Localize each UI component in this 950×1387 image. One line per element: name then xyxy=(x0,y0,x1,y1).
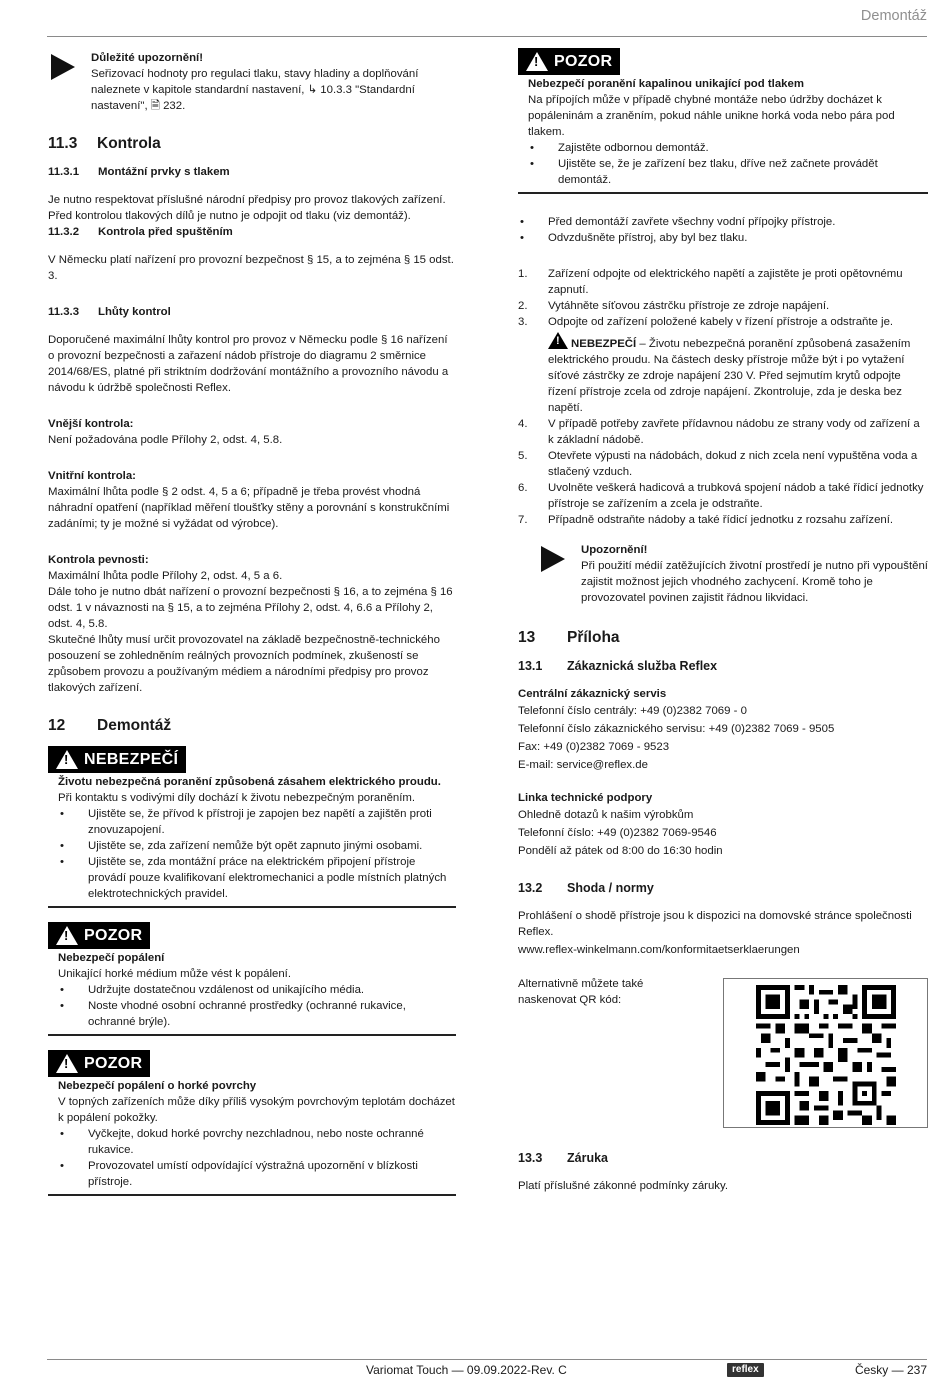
outer-check-title: Vnější kontrola: xyxy=(48,418,134,430)
section-11-3-1-text: Je nutno respektovat příslušné národní předpisy pro provoz tlakových zařízení. Před kontrolou tlakových dílů je nutno je odpojit od tlaku (viz demontáž). xyxy=(48,194,446,222)
caution-signal-label: ! POZOR xyxy=(48,1050,150,1077)
list-item: • Ujistěte se, že přívod k přístroji je zapojen bez napětí a zajištěn proti znovuzapojení. xyxy=(60,808,432,836)
reflex-logo: reflex xyxy=(727,1363,764,1377)
inline-danger-warning: !NEBEZPEČÍ – Životu nebezpečná poranění způsobená zasažením elektrického proudu. Na částech desky přístroje může být i po vytažení síťové zástrčky ze zdroje napájení 230 V. Před sejmutím krytů odpojte řízení přístroje zcela od zdroje napájení. Zkontroluje, zda je deska bez napětí. xyxy=(518,332,928,416)
step-item: 7. Případně odstraňte nádoby a také řídicí jednotku z rozsahu zařízení. xyxy=(518,514,894,526)
step-item: 2. Vytáhněte síťovou zástrčku přístroje ze zdroje napájení. xyxy=(518,300,830,312)
qr-code-frame xyxy=(723,978,928,1128)
service-email: E-mail: service@reflex.de xyxy=(518,759,648,771)
support-lines: Ohledně dotazů k našim výrobkům Telefonní číslo: +49 (0)2382 7069-9546 Pondělí až pátek od 8:00 do 16:30 hodin xyxy=(518,809,723,857)
section-13-heading: 13 Příloha xyxy=(518,629,620,646)
caution-pressure-box xyxy=(518,48,928,194)
strength-check-text-2: Dále toho je nutno dbát nařízení o provozní bezpečnosti § 16, a to zejména § 16 odst. 1 v návaznosti na § 15, a to zejména Přílohy 2, odst. 4, 6.6 a Přílohy 2, odst. 4, 5.8. xyxy=(48,586,453,630)
step-item: 5. Otevřete výpusti na nádobách, dokud z nich zcela není vypuštěna voda a stlačený vzduch. xyxy=(518,450,918,478)
central-service-lines: Telefonní číslo centrály: +49 (0)2382 7069 - 0 Telefonní číslo zákaznického servisu: +49 (0)2382 7069 - 9505 Fax: +49 (0)2382 7069 - 9523 E-mail: service@reflex.de xyxy=(518,702,928,774)
caution-burn-title: Nebezpečí popálení xyxy=(58,952,165,964)
strength-check-title: Kontrola pevnosti: xyxy=(48,554,149,566)
list-item: • Noste vhodné osobní ochranné prostředky (ochranné rukavice, ochranné brýle). xyxy=(60,1000,406,1028)
warning-triangle-icon xyxy=(56,926,78,945)
warning-triangle-icon xyxy=(56,750,78,769)
demount-steps xyxy=(518,266,928,330)
caution-hot-surface-box xyxy=(48,1050,456,1196)
section-11-3-heading: 11.3 Kontrola xyxy=(48,135,161,152)
running-header-title: Demontáž xyxy=(860,8,927,24)
warning-triangle-icon xyxy=(526,52,548,71)
conformity-url[interactable]: www.reflex-winkelmann.com/konformitaetserklaerungen xyxy=(518,944,800,956)
environment-note xyxy=(518,542,928,606)
caution-burn-box xyxy=(48,922,456,1036)
section-13-2-heading: 13.2 Shoda / normy xyxy=(518,881,654,895)
footer-page-number: Česky — 237 xyxy=(854,1363,927,1377)
section-12-heading: 12 Demontáž xyxy=(48,717,172,734)
list-item: • Ujistěte se, zda zařízení nemůže být opět zapnuto jinými osobami. xyxy=(60,840,423,852)
caution-signal-label: ! POZOR xyxy=(48,922,150,949)
support-title: Linka technické podpory xyxy=(518,792,653,804)
list-item: • Udržujte dostatečnou vzdálenost od unikajícího média. xyxy=(60,984,365,996)
conformity-text: Prohlášení o shodě přístroje jsou k dispozici na domovské stránce společnosti Reflex. xyxy=(518,910,912,938)
list-item: • Ujistěte se, že je zařízení bez tlaku, dříve než začnete provádět demontáž. xyxy=(530,158,878,186)
demount-steps-continued xyxy=(518,416,928,528)
warranty-text: Platí příslušné zákonné podmínky záruky. xyxy=(518,1180,728,1192)
note-text: Při použití médií zatěžujících životní prostředí je nutno při vypouštění zajistit možnost jejich vhodného zachycení. Kromě toho je provozovatel povinen zajistit řádnou likvidaci. xyxy=(581,560,928,604)
list-item: • Provozovatel umístí odpovídající výstražná upozornění v blízkosti přístroje. xyxy=(60,1160,418,1188)
section-11-3-2-heading: 11.3.2 Kontrola před spuštěním xyxy=(48,226,233,238)
warning-triangle-icon xyxy=(56,1054,78,1073)
important-note xyxy=(48,50,456,114)
danger-title: Životu nebezpečná poranění způsobená zásahem elektrického proudu. xyxy=(58,776,441,788)
footer-document-id: Variomat Touch — 09.09.2022-Rev. C xyxy=(366,1363,567,1377)
section-11-3-2-text: V Německu platí nařízení pro provozní bezpečnost § 15, a to zejména § 15 odst. 3. xyxy=(48,254,454,282)
caution-burn-text: Unikající horké médium může vést k popálení. xyxy=(58,968,291,980)
step-item: 3. Odpojte od zařízení položené kabely v řízení přístroje a odstraňte je. xyxy=(518,316,894,328)
inner-check-text: Maximální lhůta podle § 2 odst. 4, 5 a 6; případně je třeba provést vhodná náhradní opatření (například měření tloušťky stěny a porovnání s konstrukčními zadáními; ty je možné si vyžádat od výrobce). xyxy=(48,486,450,530)
caution-signal-label: ! POZOR xyxy=(518,48,620,75)
strength-check-text-3: Skutečné lhůty musí určit provozovatel na základě bezpečnostně-technického posouzení se zohledněním reálných provozních podmínek, zkušeností se způsobem provozu a používaným médiem a národními předpisy pro provoz tlakových zařízení. xyxy=(48,634,440,694)
section-13-3-heading: 13.3 Záruka xyxy=(518,1151,608,1165)
qr-code-icon xyxy=(756,985,896,1125)
section-11-3-1-heading: 11.3.1 Montážní prvky s tlakem xyxy=(48,166,230,178)
list-item: • Vyčkejte, dokud horké povrchy nezchladnou, nebo noste ochranné rukavice. xyxy=(60,1128,424,1156)
right-column xyxy=(518,48,928,1008)
footer-rule xyxy=(47,1359,927,1360)
section-11-3-3-heading: 11.3.3 Lhůty kontrol xyxy=(48,306,171,318)
step-item: 4. V případě potřeby zavřete přídavnou nádobu ze strany vody od zařízení a k základní nádobě. xyxy=(518,418,920,446)
pre-demount-list xyxy=(518,214,928,246)
danger-signal-label: ! NEBEZPEČÍ xyxy=(48,746,186,773)
danger-text: Při kontaktu s vodivými díly dochází k životu nebezpečným poraněním. xyxy=(58,792,416,804)
note-text: Seřizovací hodnoty pro regulaci tlaku, stavy hladiny a doplňování naleznete v kapitole standardní nastavení, ↳ 10.3.3 "Standardní nastavení", 🗎 232. xyxy=(91,68,419,112)
note-title: Důležité upozornění! xyxy=(91,52,204,64)
section-13-1-heading: 13.1 Zákaznická služba Reflex xyxy=(518,659,718,673)
danger-list xyxy=(58,806,456,902)
note-arrow-icon xyxy=(51,54,75,80)
inner-check-title: Vnitřní kontrola: xyxy=(48,470,136,482)
step-item: 1. Zařízení odpojte od elektrického napětí a zajistěte je proti opětovnému zapnutí. xyxy=(518,268,903,296)
warning-triangle-icon xyxy=(548,332,568,349)
right-column-bottom xyxy=(518,1150,928,1194)
caution-hot-text: V topných zařízeních může díky příliš vysokým povrchovým teplotám docházet k popálení pokožky. xyxy=(58,1096,455,1124)
note-title: Upozornění! xyxy=(581,544,648,556)
caution-pressure-text: Na přípojích může v případě chybné montáže nebo údržby docházet k popáleninám a zraněním, pokud náhle unikne horká voda nebo pára pod tlakem. xyxy=(528,94,895,138)
header-rule xyxy=(47,36,927,37)
step-item: 6. Uvolněte veškerá hadicová a trubková spojení nádob a také řídicí jednotky přístroje se zařízením a zcela je odstraňte. xyxy=(518,482,924,510)
danger-electric-box xyxy=(48,746,456,908)
caution-pressure-title: Nebezpečí poranění kapalinou unikající pod tlakem xyxy=(528,78,804,90)
note-arrow-icon xyxy=(541,546,565,572)
caution-hot-title: Nebezpečí popálení o horké povrchy xyxy=(58,1080,257,1092)
left-column xyxy=(48,50,456,1196)
central-service-title: Centrální zákaznický servis xyxy=(518,688,667,700)
list-item: • Ujistěte se, zda montážní práce na elektrickém připojení přístroje provádí pouze kvalifikovaní elektromechanici a podle místních platných elektrotechnických pravidel. xyxy=(60,856,447,900)
qr-text: Alternativně můžete také naskenovat QR kód: xyxy=(518,978,644,1006)
list-item: • Odvzdušněte přístroj, aby byl bez tlaku. xyxy=(520,232,748,244)
strength-check-text-1: Maximální lhůta podle Přílohy 2, odst. 4, 5 a 6. xyxy=(48,570,283,582)
section-11-3-3-text: Doporučené maximální lhůty kontrol pro provoz v Německu podle § 16 nařízení o provozní bezpečnosti a zařazení nádob přístroje do diagramu 2 směrnice 2014/68/ES, platné při striktním dodržování montážního a provozního návodu a návodu k údržbě společnosti Reflex. xyxy=(48,334,449,394)
outer-check-text: Není požadována podle Přílohy 2, odst. 4, 5.8. xyxy=(48,434,283,446)
list-item: • Zajistěte odbornou demontáž. xyxy=(530,142,709,154)
list-item: • Před demontáží zavřete všechny vodní přípojky přístroje. xyxy=(520,216,836,228)
